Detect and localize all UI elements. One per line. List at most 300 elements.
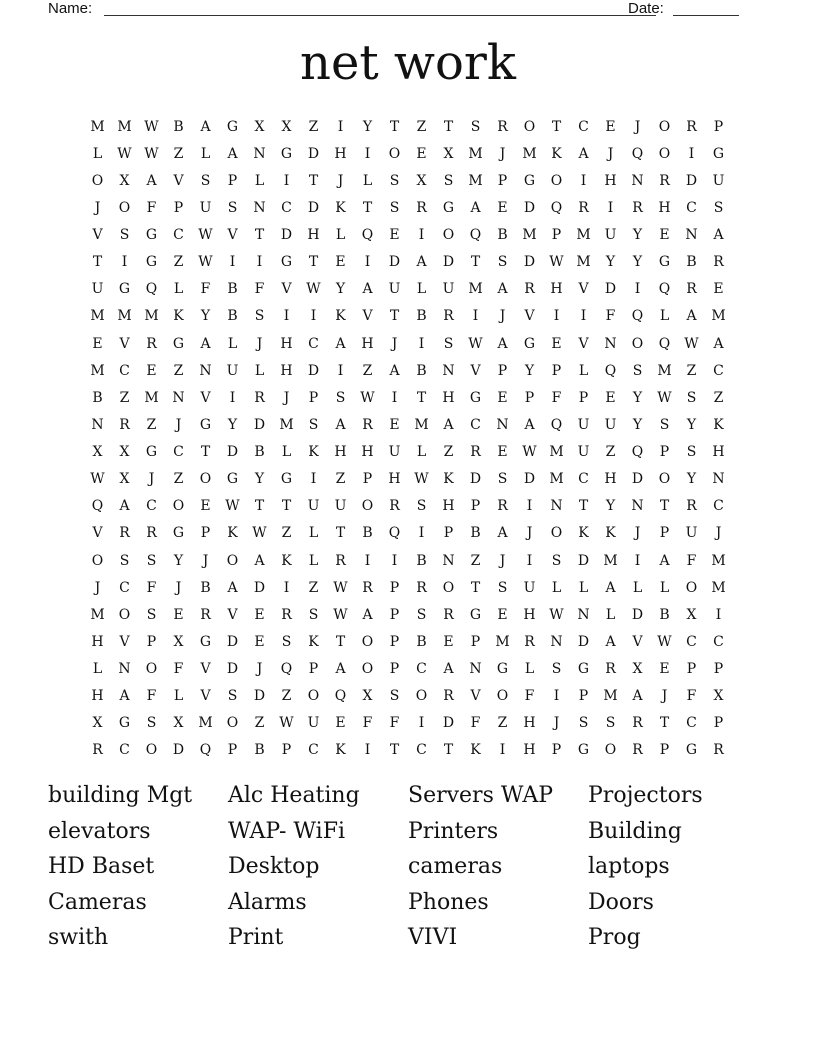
grid-letter: C [713,633,724,650]
grid-letter: S [416,498,427,515]
grid-letter: O [361,633,374,650]
grid-letter: G [577,661,590,678]
grid-letter: L [227,335,238,352]
grid-letter: A [578,145,589,162]
grid-letter: A [686,308,697,325]
grid-letter: J [661,688,668,705]
grid-letter: L [578,362,589,379]
grid-letter: G [145,444,158,461]
grid-letter: L [632,579,643,596]
grid-letter: S [578,715,589,732]
grid-letter: O [604,742,617,759]
grid-letter: E [497,389,508,406]
grid-letter: N [91,416,104,433]
grid-letter: H [604,471,617,488]
grid-letter: B [659,606,670,623]
grid-letter: V [524,308,535,325]
grid-letter: H [523,606,536,623]
grid-letter: E [173,606,184,623]
grid-letter: I [391,552,398,569]
grid-letter: T [281,498,292,515]
grid-row [84,276,732,303]
grid-letter: K [335,742,346,759]
grid-letter: Y [632,227,643,244]
grid-letter: A [524,416,535,433]
grid-letter: M [117,118,132,135]
grid-letter: I [715,606,722,623]
grid-letter: Y [173,552,184,569]
grid-letter: P [551,362,562,379]
grid-letter: S [551,552,562,569]
grid-letter: X [119,444,130,461]
grid-letter: A [713,335,724,352]
grid-letter: K [551,145,562,162]
grid-letter: T [416,389,427,406]
grid-letter: A [146,172,157,189]
grid-letter: O [442,579,455,596]
grid-letter: C [119,579,130,596]
grid-letter: D [577,552,590,569]
grid-letter: O [442,227,455,244]
grid-letter: X [92,715,103,732]
grid-row [84,628,732,655]
grid-letter: O [226,715,239,732]
grid-letter: Y [632,416,643,433]
grid-letter: G [226,471,239,488]
grid-letter: V [119,335,130,352]
grid-letter: M [549,444,564,461]
grid-letter: E [335,715,346,732]
grid-letter: O [550,525,563,542]
grid-letter: O [388,145,401,162]
grid-letter: W [225,498,240,515]
grid-letter: D [523,471,536,488]
grid-letter: R [632,715,643,732]
grid-letter: M [414,416,429,433]
grid-letter: Z [308,579,319,596]
grid-letter: E [416,145,427,162]
grid-letter: B [470,525,481,542]
page-title: net work [300,35,516,91]
grid-letter: Z [119,389,130,406]
grid-letter: O [496,688,509,705]
grid-letter: Z [173,254,184,271]
grid-letter: R [416,199,427,216]
grid-letter: U [604,416,617,433]
grid-letter: V [470,362,481,379]
grid-letter: Q [469,227,482,244]
grid-letter: R [362,579,373,596]
grid-letter: A [605,579,616,596]
grid-row [84,656,732,683]
grid-letter: I [607,199,614,216]
grid-letter: I [283,308,290,325]
worksheet-header [48,0,748,20]
grid-letter: V [200,661,211,678]
grid-letter: I [418,715,425,732]
grid-letter: P [308,661,319,678]
grid-letter: W [333,606,348,623]
grid-letter: N [550,633,563,650]
grid-letter: J [391,335,398,352]
grid-row [84,493,732,520]
grid-letter: M [144,308,159,325]
grid-letter: D [307,199,320,216]
grid-letter: O [415,688,428,705]
grid-letter: A [443,661,454,678]
grid-letter: P [551,227,562,244]
grid-letter: J [202,552,209,569]
grid-letter: Z [416,118,427,135]
grid-letter: N [253,145,266,162]
grid-letter: P [173,199,184,216]
grid-letter: W [657,389,672,406]
grid-letter: G [469,389,482,406]
grid-letter: W [306,281,321,298]
grid-letter: Z [146,416,157,433]
grid-letter: Z [686,362,697,379]
grid-letter: X [119,471,130,488]
grid-letter: D [226,661,239,678]
grid-letter: N [577,606,590,623]
grid-letter: Q [91,498,104,515]
grid-letter: Q [361,227,374,244]
grid-letter: A [335,416,346,433]
grid-letter: K [335,199,346,216]
grid-letter: N [631,498,644,515]
grid-letter: J [148,471,155,488]
word-list-item: swith [48,925,109,951]
grid-letter: I [553,308,560,325]
grid-letter: R [362,416,373,433]
grid-letter: R [713,742,724,759]
grid-letter: L [281,444,292,461]
grid-letter: J [499,308,506,325]
grid-row [84,303,732,330]
grid-letter: O [91,172,104,189]
grid-letter: O [658,471,671,488]
grid-letter: G [442,199,455,216]
grid-letter: R [632,199,643,216]
grid-letter: Q [631,444,644,461]
grid-letter: C [119,362,130,379]
grid-letter: R [443,688,454,705]
grid-letter: P [362,471,373,488]
grid-letter: G [226,118,239,135]
grid-letter: A [497,281,508,298]
grid-letter: T [362,199,373,216]
grid-letter: S [389,199,400,216]
grid-letter: M [711,552,726,569]
grid-letter: H [361,335,374,352]
grid-letter: R [254,389,265,406]
grid-letter: A [632,688,643,705]
grid-letter: O [685,579,698,596]
grid-letter: L [92,145,103,162]
grid-letter: S [227,688,238,705]
grid-letter: D [307,145,320,162]
grid-letter: P [713,661,724,678]
grid-row [84,737,732,764]
grid-letter: P [659,742,670,759]
grid-letter: J [94,199,101,216]
grid-letter: V [281,281,292,298]
grid-letter: I [364,742,371,759]
grid-letter: O [91,552,104,569]
grid-letter: A [605,633,616,650]
grid-letter: T [443,118,454,135]
grid-letter: H [388,471,401,488]
grid-letter: R [146,335,157,352]
grid-letter: Y [686,471,697,488]
grid-letter: U [685,525,698,542]
word-list-item: building Mgt [48,783,193,808]
grid-letter: M [576,227,591,244]
grid-letter: D [226,633,239,650]
grid-letter: B [416,308,427,325]
grid-letter: Z [281,688,292,705]
grid-letter: N [496,416,509,433]
grid-letter: L [254,172,265,189]
grid-letter: R [119,525,130,542]
grid-letter: T [389,118,400,135]
grid-letter: C [308,335,319,352]
grid-letter: D [307,362,320,379]
grid-letter: Q [280,661,293,678]
grid-letter: B [173,118,184,135]
grid-letter: D [685,172,698,189]
grid-letter: G [172,525,185,542]
grid-letter: A [497,335,508,352]
grid-letter: J [607,145,614,162]
grid-letter: M [711,579,726,596]
grid-letter: X [632,661,643,678]
grid-letter: I [229,254,236,271]
grid-letter: E [443,633,454,650]
grid-letter: I [337,362,344,379]
grid-letter: L [308,525,319,542]
grid-letter: X [443,145,454,162]
grid-letter: K [308,633,319,650]
grid-letter: V [173,172,184,189]
grid-letter: R [416,579,427,596]
grid-letter: G [145,227,158,244]
grid-letter: S [443,172,454,189]
grid-letter: A [119,688,130,705]
grid-letter: U [307,715,320,732]
grid-letter: W [414,471,429,488]
grid-letter: G [199,416,212,433]
grid-letter: W [549,254,564,271]
grid-letter: Y [632,254,643,271]
word-list [48,778,768,956]
grid-letter: T [659,498,670,515]
grid-letter: G [658,254,671,271]
grid-letter: F [146,688,157,705]
grid-letter: Y [524,362,535,379]
grid-letter: K [605,525,616,542]
grid-letter: M [711,308,726,325]
grid-letter: E [389,227,400,244]
grid-letter: N [199,362,212,379]
grid-letter: U [577,416,590,433]
grid-letter: R [443,606,454,623]
grid-letter: L [659,579,670,596]
grid-letter: X [362,688,373,705]
grid-letter: X [416,172,427,189]
grid-letter: V [92,227,103,244]
grid-letter: B [416,362,427,379]
grid-letter: H [334,444,347,461]
grid-letter: R [443,308,454,325]
word-list-item: Prog [588,925,641,951]
grid-letter: A [227,145,238,162]
grid-letter: E [605,118,616,135]
grid-letter: V [470,688,481,705]
grid-letter: M [117,308,132,325]
grid-letter: S [686,389,697,406]
grid-row [84,167,732,194]
grid-letter: H [334,145,347,162]
grid-letter: D [253,579,266,596]
grid-letter: S [470,118,481,135]
grid-letter: F [362,715,373,732]
grid-letter: F [470,715,481,732]
grid-letter: Z [362,362,373,379]
grid-letter: V [119,633,130,650]
grid-letter: E [713,281,724,298]
word-list-item: elevators [48,818,151,844]
grid-letter: A [200,335,211,352]
grid-letter: L [362,172,373,189]
grid-letter: Q [658,281,671,298]
grid-letter: L [659,308,670,325]
grid-letter: G [280,471,293,488]
grid-letter: V [92,525,103,542]
grid-letter: P [389,579,400,596]
grid-letter: D [631,606,644,623]
grid-letter: E [92,335,103,352]
grid-letter: L [551,579,562,596]
grid-letter: A [713,227,724,244]
grid-letter: H [523,715,536,732]
grid-letter: T [254,498,265,515]
grid-letter: E [200,498,211,515]
grid-letter: H [91,633,104,650]
grid-letter: H [712,444,725,461]
grid-letter: F [686,688,697,705]
grid-letter: D [523,199,536,216]
grid-letter: S [389,688,400,705]
grid-letter: S [119,227,130,244]
grid-letter: V [578,335,589,352]
grid-letter: K [335,308,346,325]
grid-letter: P [470,498,481,515]
grid-letter: I [634,281,641,298]
grid-letter: Z [173,145,184,162]
grid-letter: R [335,552,346,569]
grid-letter: D [388,254,401,271]
grid-letter: F [389,715,400,732]
grid-letter: Z [254,715,265,732]
grid-letter: T [92,254,103,271]
grid-letter: F [605,308,616,325]
grid-row [84,330,732,357]
grid-letter: E [389,416,400,433]
date-label: Date: [628,0,664,17]
grid-letter: E [605,389,616,406]
grid-row [84,574,732,601]
name-label: Name: [48,0,93,17]
grid-letter: E [146,362,157,379]
grid-letter: W [657,633,672,650]
grid-letter: S [119,552,130,569]
grid-letter: C [578,471,589,488]
grid-letter: M [279,416,294,433]
grid-letter: L [335,227,346,244]
grid-row [84,411,732,438]
grid-letter: V [632,633,643,650]
grid-letter: G [199,633,212,650]
grid-letter: O [631,335,644,352]
grid-letter: X [713,688,724,705]
grid-letter: R [686,281,697,298]
grid-letter: O [307,688,320,705]
grid-row [84,466,732,493]
word-list-item: HD Baset [48,854,155,880]
grid-letter: J [499,145,506,162]
grid-letter: U [442,281,455,298]
grid-letter: I [580,308,587,325]
grid-letter: S [308,416,319,433]
grid-letter: A [227,579,238,596]
grid-letter: D [577,633,590,650]
grid-letter: Y [335,281,346,298]
grid-letter: G [469,606,482,623]
grid-row [84,520,732,547]
grid-letter: W [198,254,213,271]
grid-letter: I [499,742,506,759]
grid-letter: I [634,552,641,569]
word-list-item: VIVI [408,925,458,951]
grid-letter: R [389,498,400,515]
grid-letter: E [254,633,265,650]
grid-letter: N [469,661,482,678]
grid-letter: B [254,742,265,759]
grid-letter: I [283,172,290,189]
grid-row [84,547,732,574]
grid-letter: S [686,444,697,461]
grid-letter: B [200,579,211,596]
grid-letter: C [686,715,697,732]
grid-letter: D [253,688,266,705]
grid-letter: C [686,199,697,216]
grid-letter: S [416,606,427,623]
grid-letter: H [280,362,293,379]
grid-letter: X [92,444,103,461]
grid-letter: G [118,281,131,298]
grid-letter: S [200,172,211,189]
grid-letter: M [90,118,105,135]
grid-letter: L [200,145,211,162]
grid-letter: W [198,227,213,244]
grid-letter: J [634,118,641,135]
grid-row [84,357,732,384]
grid-letter: Z [605,444,616,461]
grid-letter: V [227,606,238,623]
grid-letter: R [578,199,589,216]
grid-letter: R [524,281,535,298]
